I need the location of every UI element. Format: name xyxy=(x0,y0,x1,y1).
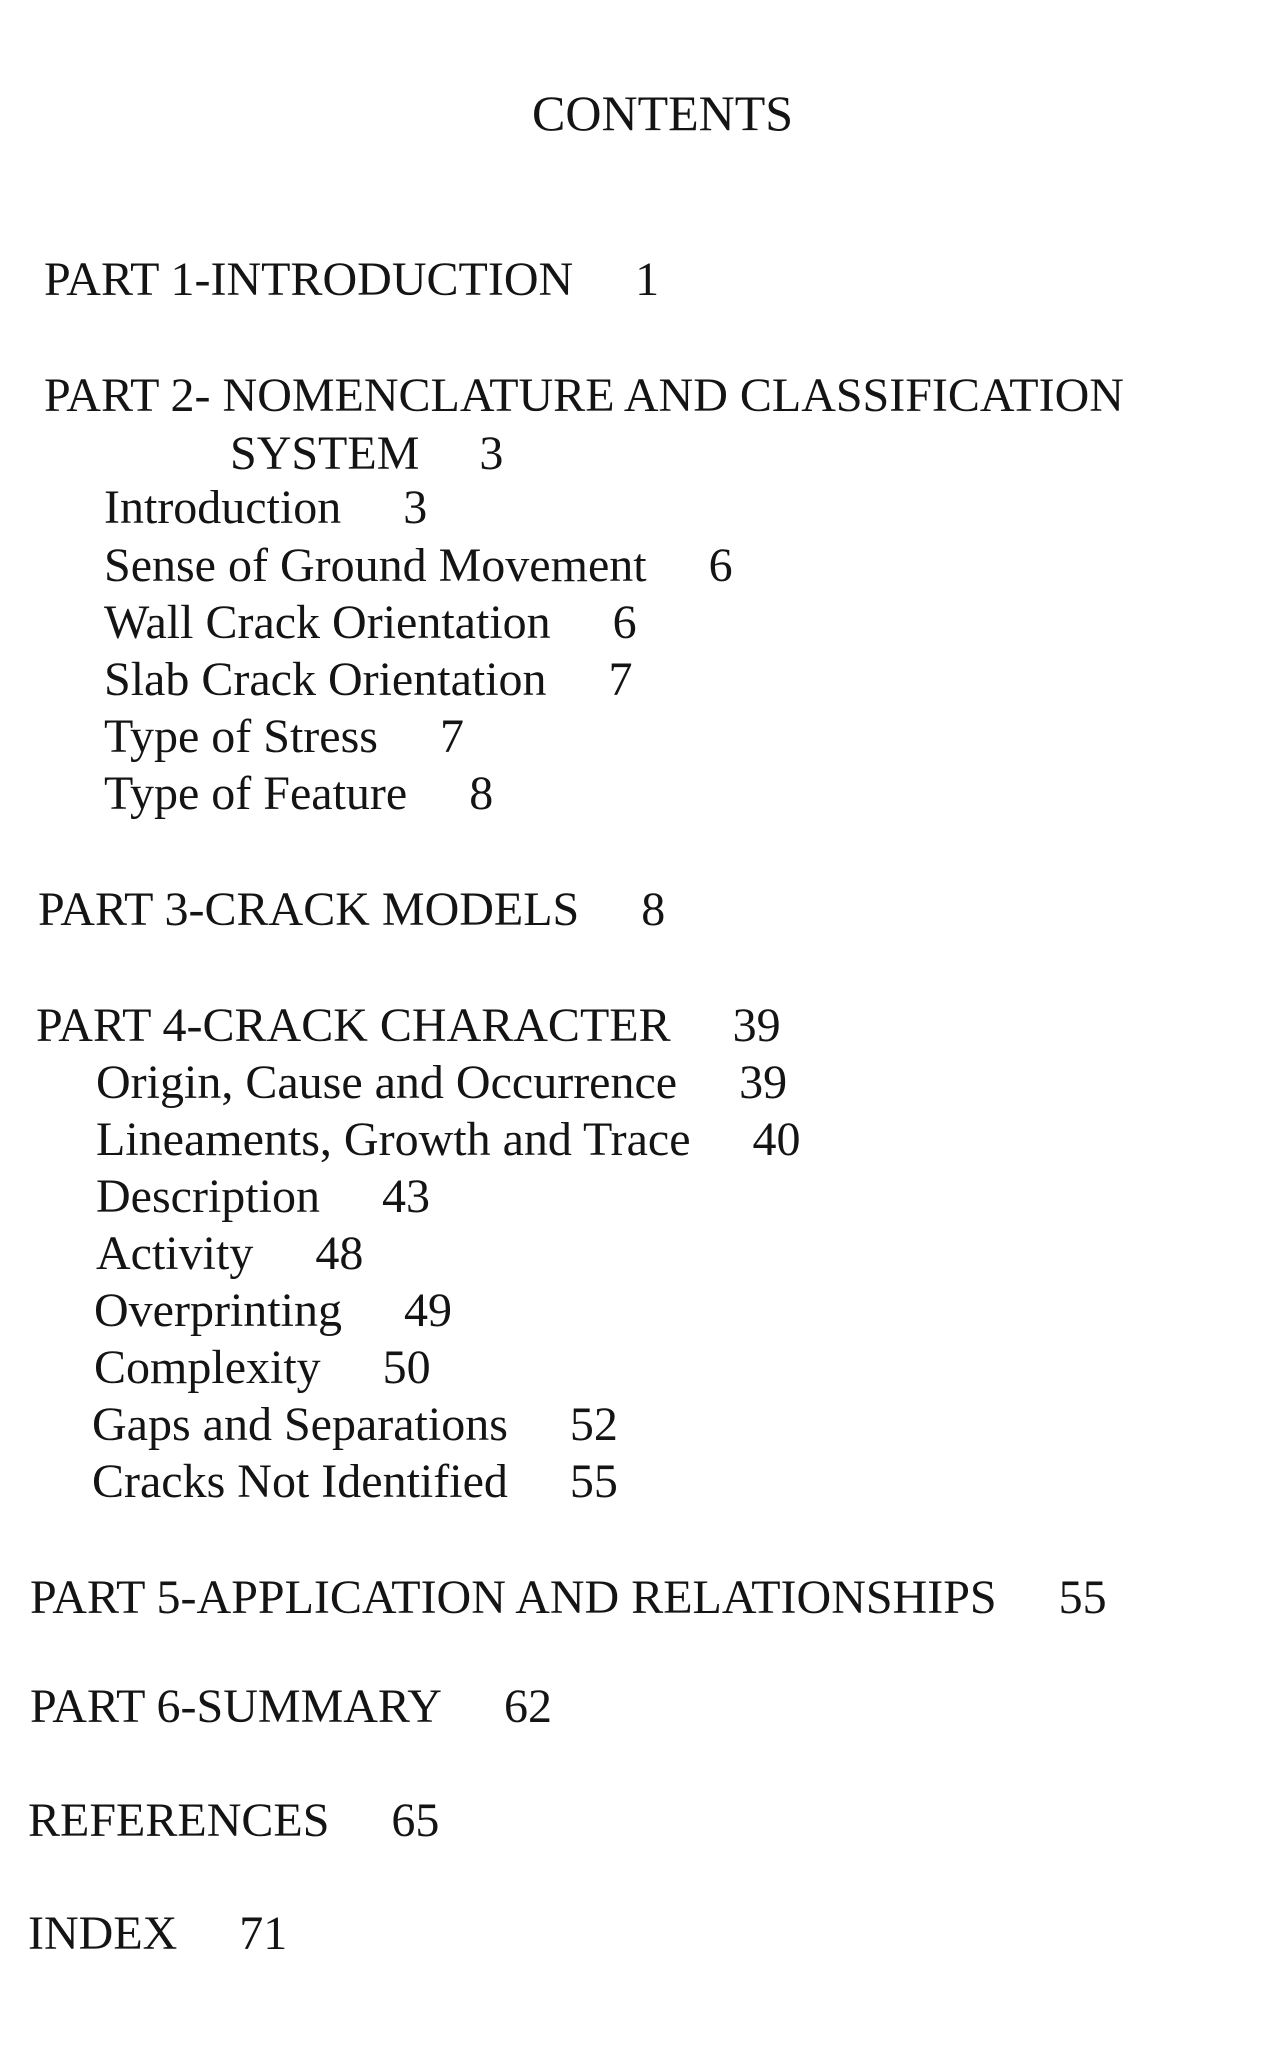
toc-subentry: Wall Crack Orientation 6 xyxy=(104,596,637,649)
toc-entry-part-5: PART 5-APPLICATION AND RELATIONSHIPS 55 xyxy=(30,1571,1107,1624)
toc-subentry: Overprinting 49 xyxy=(94,1284,452,1337)
page-title: CONTENTS xyxy=(532,85,794,141)
toc-subentry: Introduction 3 xyxy=(104,481,428,534)
toc-subentry: Cracks Not Identified 55 xyxy=(92,1455,618,1508)
toc-entry-part-2 xyxy=(44,369,1124,422)
toc-entry-label: PART 1-INTRODUCTION xyxy=(44,253,574,306)
toc-subentry: Sense of Ground Movement 6 xyxy=(104,539,733,592)
toc-entry-label-continuation: SYSTEM xyxy=(230,427,420,480)
toc-entry-references: REFERENCES 65 xyxy=(28,1794,440,1847)
toc-entry-part-3: PART 3-CRACK MODELS 8 xyxy=(38,883,666,936)
toc-subentry: Origin, Cause and Occurrence 39 xyxy=(96,1056,788,1109)
toc-entry-part-1 xyxy=(44,253,660,306)
toc-entry-index: INDEX 71 xyxy=(28,1907,288,1960)
toc-entry-page: 3 xyxy=(479,427,504,480)
toc-subentry: Description 43 xyxy=(96,1170,430,1223)
toc-entry-label: PART 2- NOMENCLATURE AND CLASSIFICATION xyxy=(44,369,1124,422)
toc-subentry: Gaps and Separations 52 xyxy=(92,1398,618,1451)
toc-entry-page: 1 xyxy=(635,253,660,306)
toc-entry-part-6: PART 6-SUMMARY 62 xyxy=(30,1680,552,1733)
toc-subentry: Complexity 50 xyxy=(94,1341,431,1394)
toc-subentry: Type of Feature 8 xyxy=(104,767,494,820)
toc-entry-part-2-continuation xyxy=(230,427,504,480)
toc-entry-part-4: PART 4-CRACK CHARACTER 39 xyxy=(36,999,781,1052)
toc-subentry: Activity 48 xyxy=(96,1227,364,1280)
toc-subentry: Lineaments, Growth and Trace 40 xyxy=(96,1113,801,1166)
toc-subentry: Slab Crack Orientation 7 xyxy=(104,653,633,706)
toc-subentry: Type of Stress 7 xyxy=(104,710,464,763)
